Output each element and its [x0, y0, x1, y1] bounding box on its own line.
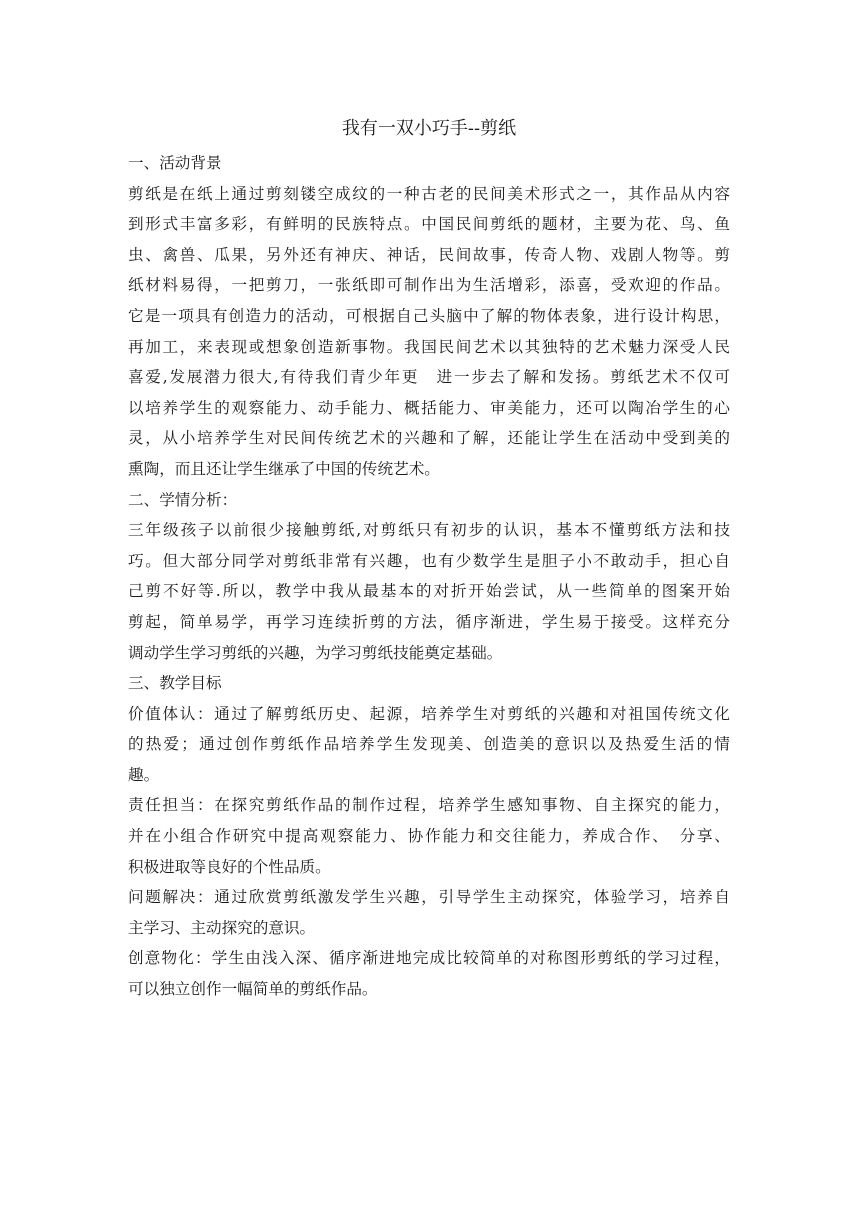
document-body	[128, 112, 730, 1005]
section-heading: 一、活动背景	[128, 154, 222, 172]
paragraph-line: 并在小组合作研究中提高观察能力、协作能力和交往能力，养成合作、 分享、	[128, 827, 730, 846]
paragraph-line: 喜爱,发展潜力很大,有待我们青少年更 进一步去了解和发扬。剪纸艺术不仅可	[128, 368, 730, 387]
section-background	[128, 148, 730, 485]
paragraph-line: 灵，从小培养学生对民间传统艺术的兴趣和了解，还能让学生在活动中受到美的	[128, 429, 730, 448]
paragraph-line: 价值体认：通过了解剪纸历史、起源，培养学生对剪纸的兴趣和对祖国传统文化	[128, 704, 730, 723]
paragraph-line: 三年级孩子以前很少接触剪纸,对剪纸只有初步的认识，基本不懂剪纸方法和技	[128, 521, 730, 540]
document-title: 我有一双小巧手--剪纸	[341, 118, 517, 139]
paragraph-line: 主学习、主动探究的意识。	[128, 918, 316, 937]
paragraph-line: 趣。	[128, 765, 160, 784]
section-heading: 二、学情分析：	[128, 490, 238, 509]
section-teaching-goals	[128, 668, 730, 1005]
paragraph-line: 纸材料易得，一把剪刀，一张纸即可制作出为生活增彩，添喜，受欢迎的作品。	[128, 276, 730, 295]
paragraph-line: 的热爱；通过创作剪纸作品培养学生发现美、创造美的意识以及热爱生活的情	[128, 735, 730, 754]
paragraph-line: 熏陶，而且还让学生继承了中国的传统艺术。	[128, 459, 440, 478]
section-student-analysis	[128, 485, 730, 669]
paragraph-line: 它是一项具有创造力的活动，可根据自己头脑中了解的物体表象，进行设计构思，	[128, 306, 730, 325]
paragraph-line: 到形式丰富多彩，有鲜明的民族特点。中国民间剪纸的题材，主要为花、鸟、鱼	[128, 215, 730, 234]
section-heading: 三、教学目标	[128, 674, 222, 693]
paragraph-line: 巧。但大部分同学对剪纸非常有兴趣，也有少数学生是胆子小不敢动手，担心自	[128, 551, 730, 570]
paragraph-line: 可以独立创作一幅简单的剪纸作品。	[128, 980, 378, 999]
paragraph-line: 创意物化：学生由浅入深、循序渐进地完成比较简单的对称图形剪纸的学习过程，	[128, 949, 730, 968]
paragraph-line: 剪纸是在纸上通过剪刻镂空成纹的一种古老的民间美术形式之一，其作品从内容	[128, 184, 730, 203]
paragraph-line: 虫、禽兽、瓜果，另外还有神庆、神话，民间故事，传奇人物、戏剧人物等。剪	[128, 245, 730, 264]
paragraph-line: 问题解决：通过欣赏剪纸激发学生兴趣，引导学生主动探究，体验学习，培养自	[128, 888, 730, 907]
paragraph-line: 积极进取等良好的个性品质。	[128, 857, 331, 876]
paragraph-line: 剪起，简单易学，再学习连续折剪的方法，循序渐进，学生易于接受。这样充分	[128, 612, 730, 631]
paragraph-line: 再加工，来表现或想象创造新事物。我国民间艺术以其独特的艺术魅力深受人民	[128, 337, 730, 356]
paragraph-line: 以培养学生的观察能力、动手能力、概括能力、审美能力，还可以陶冶学生的心	[128, 398, 730, 417]
paragraph-line: 责任担当：在探究剪纸作品的制作过程，培养学生感知事物、自主探究的能力，	[128, 796, 730, 815]
paragraph-line: 己剪不好等.所以，教学中我从最基本的对折开始尝试，从一些简单的图案开始	[128, 582, 730, 601]
paragraph-line: 调动学生学习剪纸的兴趣，为学习剪纸技能奠定基础。	[128, 643, 503, 662]
